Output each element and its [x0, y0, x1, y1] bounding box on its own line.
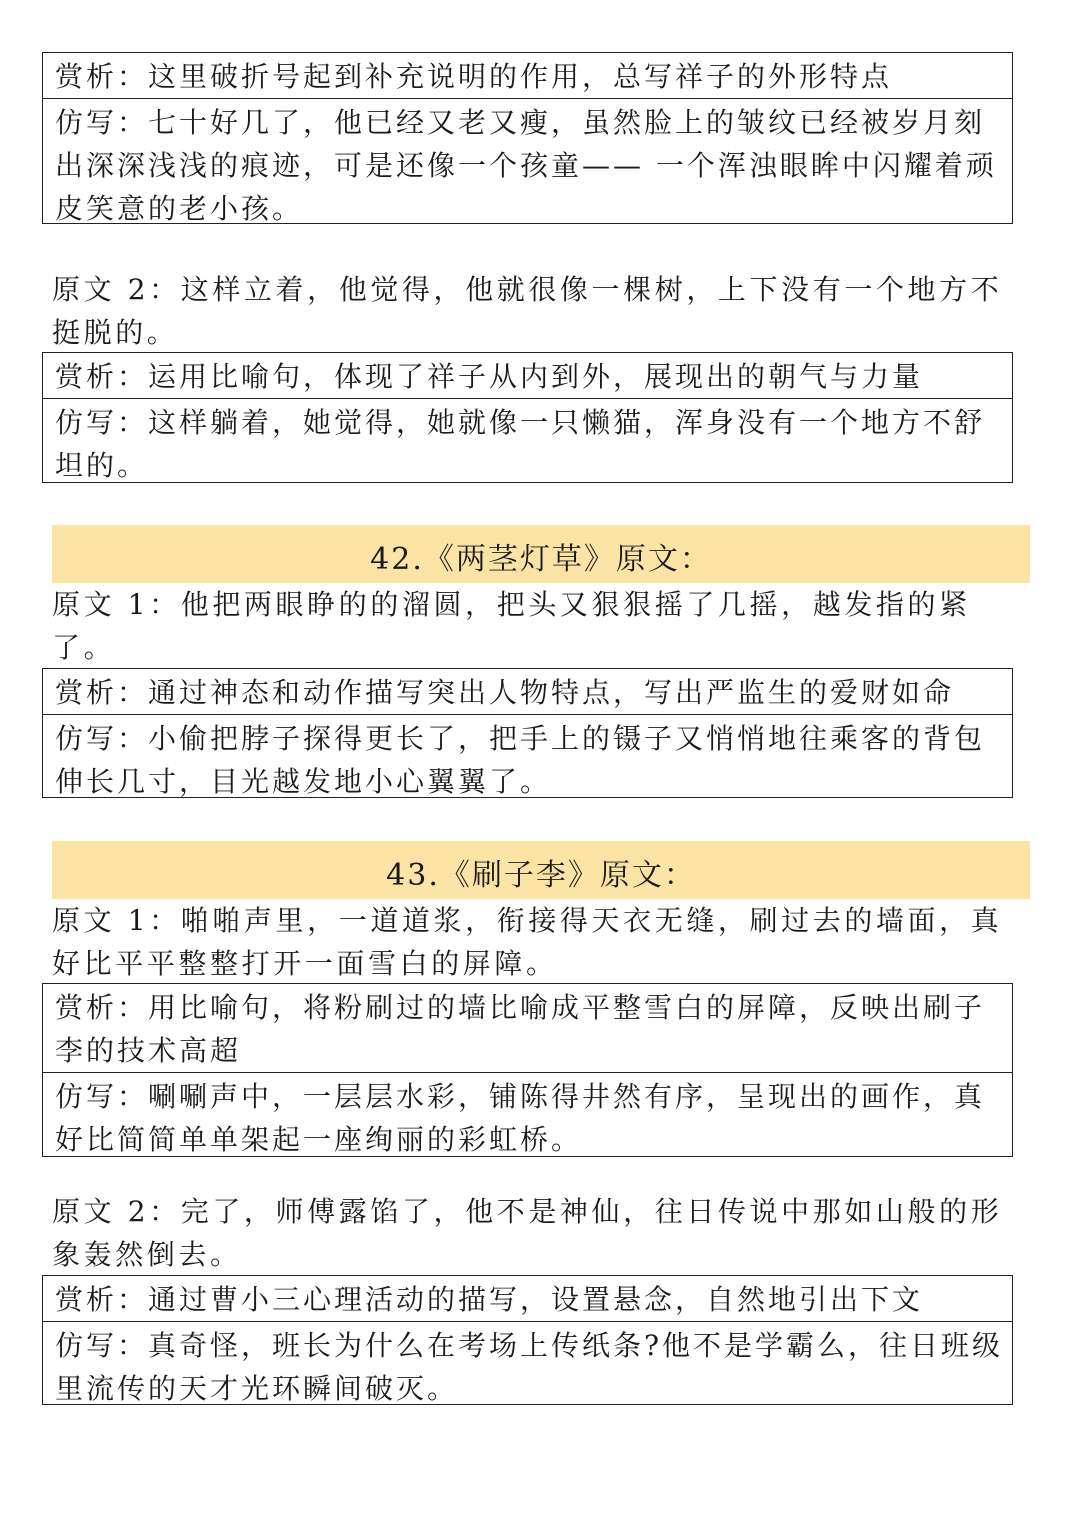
analysis-box-5: [42, 1275, 1013, 1405]
analysis-text: 赏析：这里破折号起到补充说明的作用，总写祥子的外形特点: [55, 60, 893, 93]
original-text-1: 原文 1：他把两眼睁的的溜圆，把头又狠狠摇了几摇，越发指的紧了。: [52, 588, 971, 664]
analysis-text: 赏析：通过曹小三心理活动的描写，设置悬念，自然地引出下文: [55, 1283, 924, 1316]
imitation-text: 仿写：七十好几了，他已经又老又瘦，虽然脸上的皱纹已经被岁月刻出深深浅浅的痕迹，可是还像一个孩童—— 一个浑浊眼眸中闪耀着顽皮笑意的老小孩。: [43, 98, 1012, 230]
analysis-text: 赏析：通过神态和动作描写突出人物特点，写出严监生的爱财如命: [55, 676, 955, 709]
imitation-text: 仿写：这样躺着，她觉得，她就像一只懒猫，浑身没有一个地方不舒坦的。: [43, 398, 1012, 487]
imitation-text: 仿写：小偷把脖子探得更长了，把手上的镊子又悄悄地往乘客的背包伸长几寸，目光越发地小心翼翼了。: [43, 714, 1012, 803]
original-text-2: 原文 2：这样立着，他觉得，他就很像一棵树，上下没有一个地方不挺脱的。: [52, 273, 1003, 349]
analysis-box-3: [42, 668, 1013, 798]
imitation-text: 仿写：唰唰声中，一层层水彩，铺陈得井然有序，呈现出的画作，真好比简简单单架起一座绚丽的彩虹桥。: [43, 1072, 1012, 1161]
section-heading-43: 43.《刷子李》原文：: [52, 841, 1030, 899]
analysis-text: 赏析：用比喻句，将粉刷过的墙比喻成平整雪白的屏障，反映出刷子李的技术高超: [55, 991, 986, 1067]
original-text-2: 原文 2：完了，师傅露馅了，他不是神仙，往日传说中那如山般的形象轰然倒去。: [52, 1195, 1003, 1271]
analysis-box-1: [42, 52, 1013, 224]
analysis-box-4: [42, 983, 1013, 1157]
analysis-text: 赏析：运用比喻句，体现了祥子从内到外，展现出的朝气与力量: [55, 360, 924, 393]
original-text-1: 原文 1：啪啪声里，一道道浆，衔接得天衣无缝，刷过去的墙面，真好比平平整整打开一面雪白的屏障。: [52, 904, 1003, 980]
imitation-text: 仿写：真奇怪，班长为什么在考场上传纸条?他不是学霸么，往日班级里流传的天才光环瞬间破灭。: [43, 1321, 1012, 1410]
section-heading-42: 42.《两茎灯草》原文：: [52, 525, 1030, 583]
analysis-box-2: [42, 352, 1013, 483]
